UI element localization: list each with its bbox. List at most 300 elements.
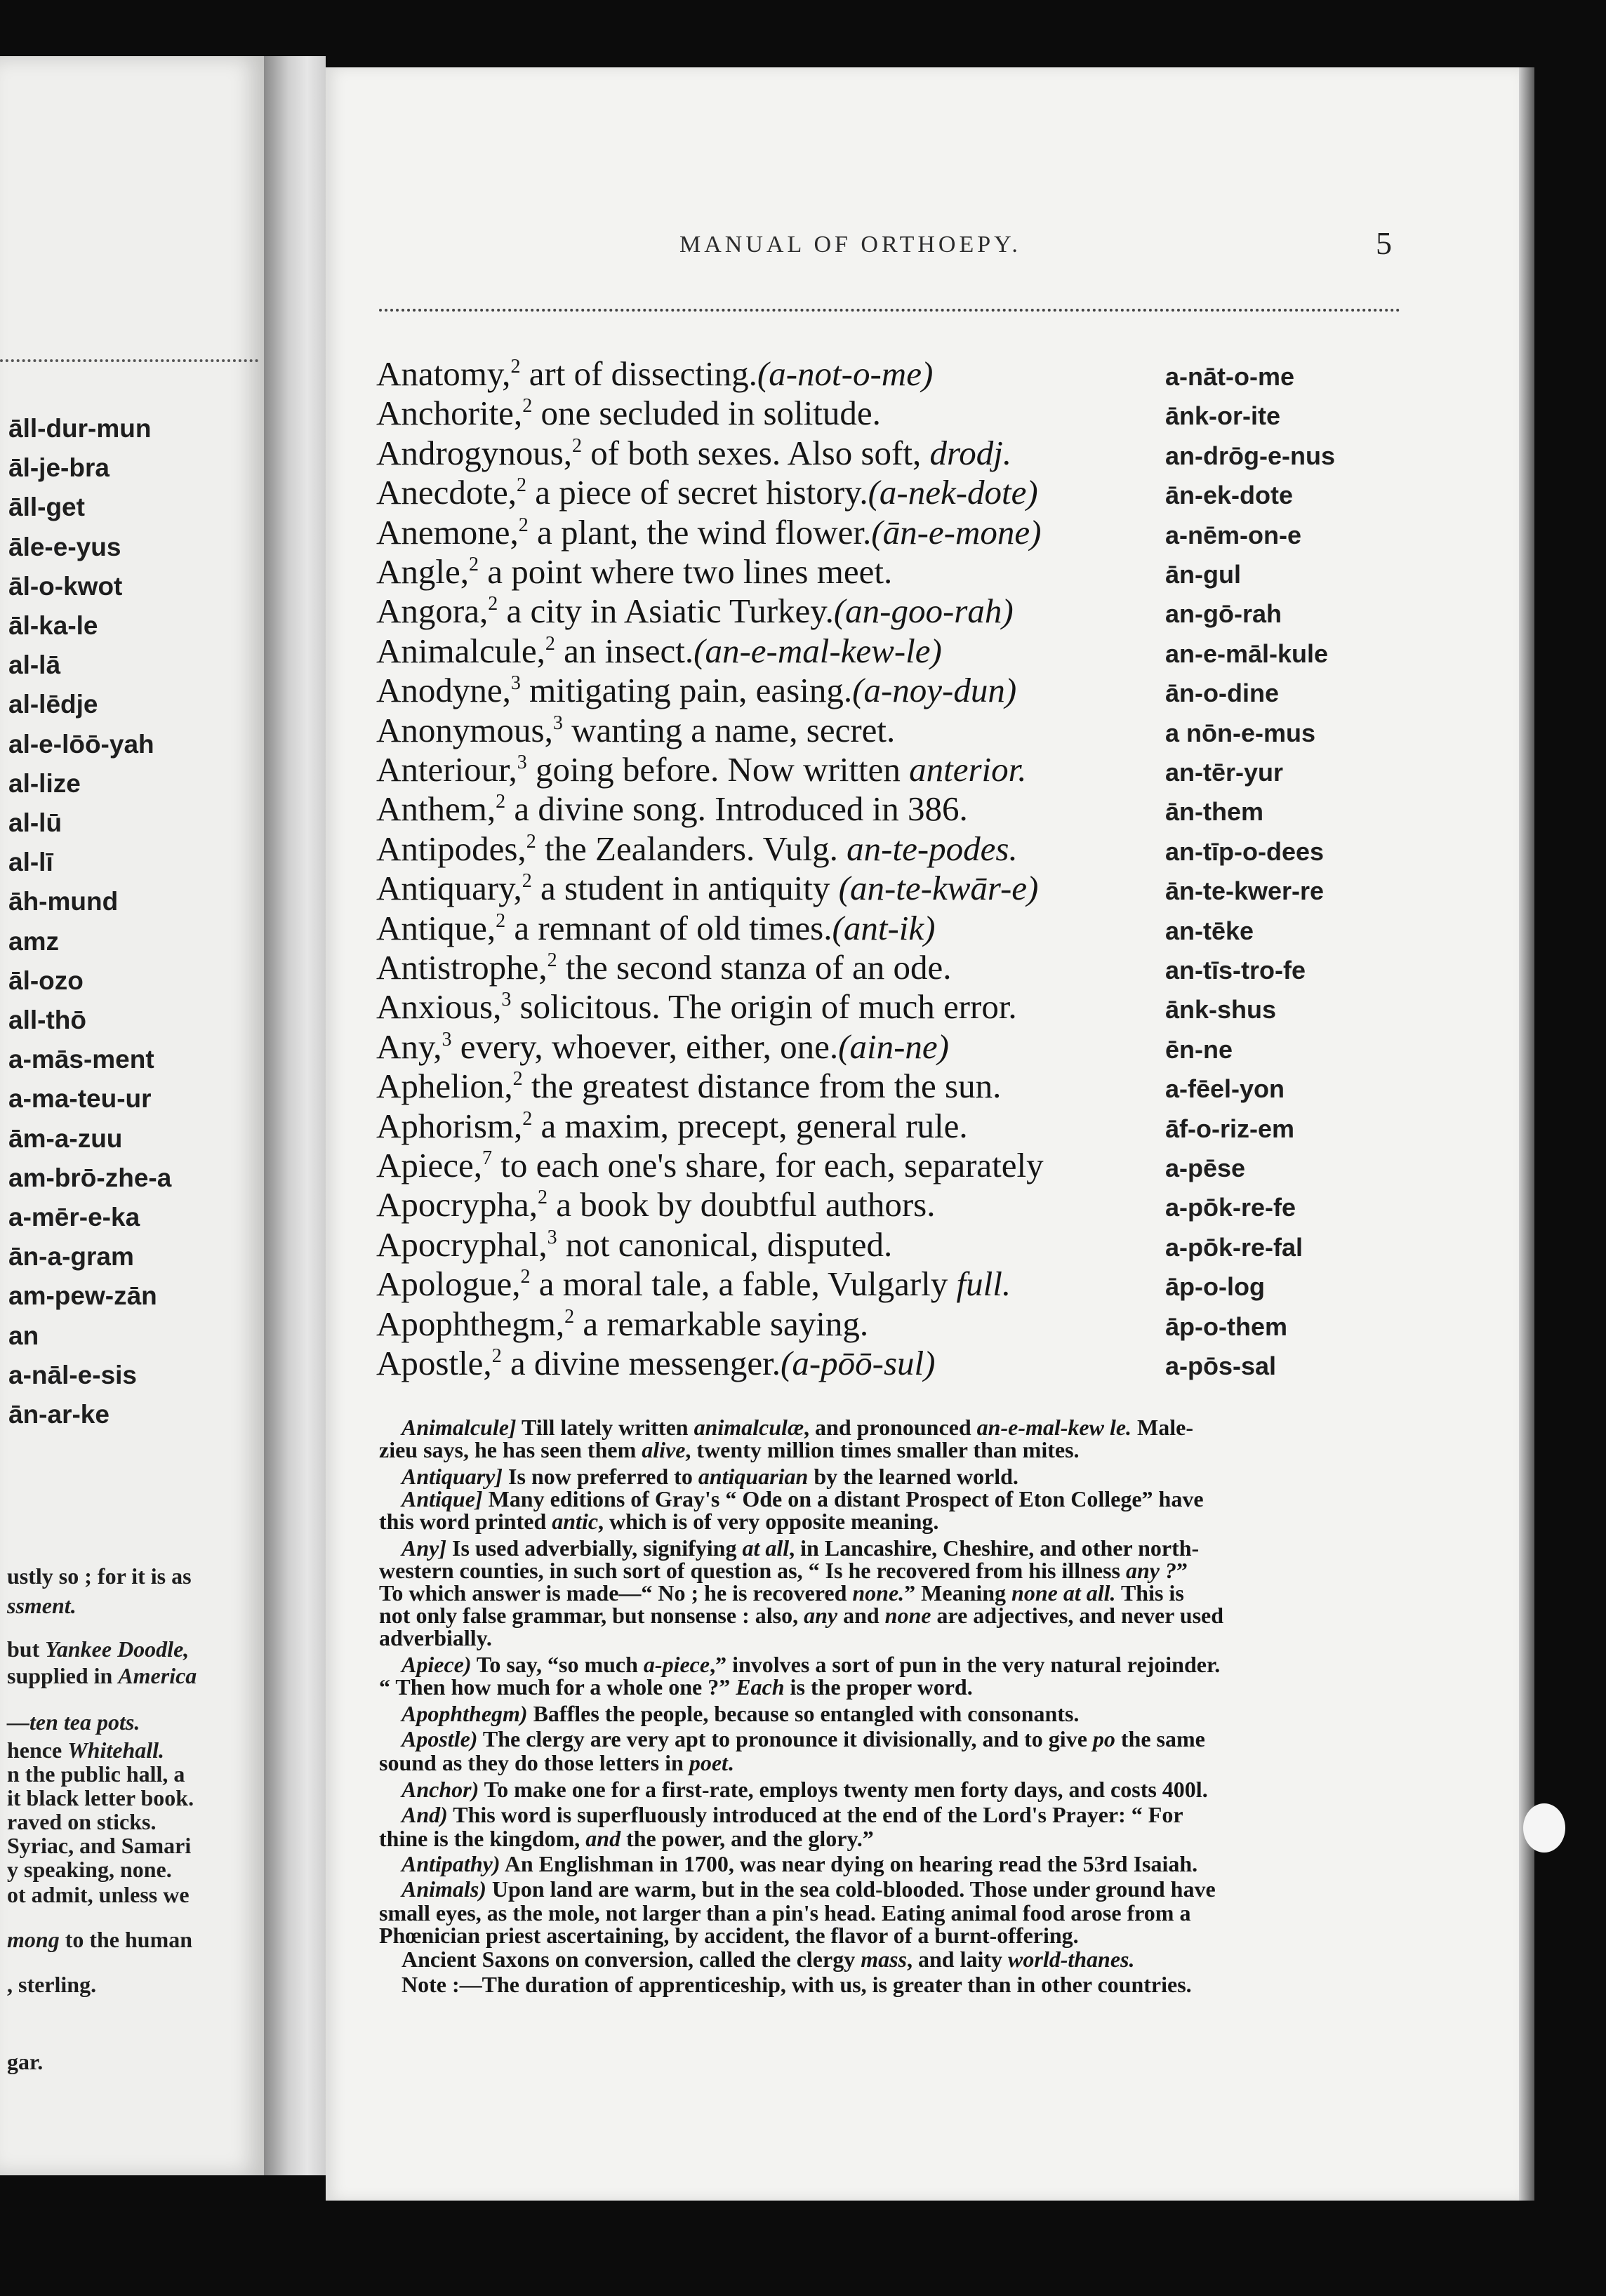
entry-row bbox=[376, 869, 1039, 908]
footnote-segment: The clergy are very apt to pronounce it divisionally, and to give bbox=[477, 1726, 1093, 1751]
entry-row bbox=[376, 356, 933, 391]
footnote-line bbox=[401, 1488, 1204, 1510]
entry-headword: Aphorism, bbox=[376, 1106, 523, 1145]
footnote-segment: by the learned world. bbox=[808, 1464, 1018, 1489]
entry-stress-mark: 2 bbox=[572, 434, 583, 457]
left-note-text: y speaking, none. bbox=[7, 1857, 172, 1882]
footnote-segment: none. bbox=[852, 1580, 905, 1606]
footnote-segment: Ancient Saxons on conversion, called the clergy bbox=[401, 1947, 861, 1972]
entry-pronunciation: an-e-māl-kule bbox=[1165, 639, 1329, 668]
footnote-segment: , in Lancashire, Cheshire, and other north- bbox=[789, 1535, 1200, 1561]
left-word: āl-je-bra bbox=[8, 453, 109, 483]
footnote-segment: Upon land are warm, but in the sea cold-blooded. Those under ground have bbox=[486, 1876, 1216, 1902]
left-note-text: —ten tea pots. bbox=[7, 1709, 140, 1735]
entry-pronunciation: an-tēke bbox=[1165, 916, 1254, 945]
left-word: ān-ar-ke bbox=[8, 1400, 109, 1429]
entry-headword: Anchorite, bbox=[376, 394, 523, 433]
left-note-line bbox=[7, 1972, 96, 1998]
entry-definition: the Zealanders. Vulg. bbox=[536, 829, 847, 868]
footnote-segment: To which answer is made—“ No ; he is recovered bbox=[379, 1580, 853, 1606]
footnote-segment: Antique] bbox=[401, 1486, 483, 1511]
entry-definition: every, whoever, either, one. bbox=[451, 1027, 839, 1066]
footnote-segment: Till lately written bbox=[516, 1415, 694, 1440]
footnote-line bbox=[401, 1878, 1216, 1900]
entry-stress-mark: 2 bbox=[517, 474, 526, 497]
entry-vulgar-pronunciation: (an-te-kwār-e) bbox=[838, 869, 1039, 908]
footnote-segment: , twenty million times smaller than mites. bbox=[685, 1437, 1080, 1462]
footnote-line bbox=[401, 1853, 1197, 1875]
footnote-segment: Apostle) bbox=[401, 1726, 478, 1751]
entry-headword: Apiece, bbox=[376, 1146, 482, 1184]
entry-pronunciation: an-tēr-yur bbox=[1165, 758, 1284, 787]
entry-row bbox=[376, 592, 1014, 631]
footnote-segment: Any] bbox=[401, 1535, 446, 1561]
footnote-segment: poet bbox=[689, 1750, 728, 1775]
entry-headword: Anthem, bbox=[376, 789, 496, 829]
entry-vulgar-pronunciation: (ain-ne) bbox=[838, 1027, 949, 1066]
entry-definition: the greatest distance from the sun. bbox=[522, 1067, 1002, 1106]
footnote-segment: Antiquary] bbox=[401, 1464, 503, 1489]
entry-vulgar-pronunciation: (a-pōō-sul) bbox=[781, 1344, 936, 1382]
footnote-segment: To make one for a first-rate, employs twenty men forty days, and costs 400l. bbox=[479, 1777, 1208, 1802]
footnote-segment: any bbox=[804, 1603, 838, 1628]
entry-row bbox=[376, 1187, 936, 1222]
entry-row bbox=[376, 473, 1038, 512]
entry-pronunciation: a-nēm-on-e bbox=[1165, 520, 1302, 549]
entry-pronunciation: a nōn-e-mus bbox=[1165, 718, 1316, 747]
entry-pronunciation: an-tīs-tro-fe bbox=[1165, 956, 1306, 985]
left-note-line bbox=[7, 1833, 191, 1859]
entry-definition: wanting a name, secret. bbox=[562, 710, 896, 749]
left-word: amz bbox=[8, 926, 59, 956]
footnote-segment: Animals) bbox=[401, 1876, 486, 1902]
footnote-segment: alive bbox=[642, 1437, 686, 1462]
entry-definition: solicitous. The origin of much error. bbox=[511, 987, 1017, 1027]
footnote-segment: an-e-mal-kew le. bbox=[976, 1415, 1132, 1440]
entry-vulgar-pronunciation: (ān-e-mone) bbox=[871, 512, 1042, 552]
left-note-tail: Yankee Doodle, bbox=[45, 1636, 190, 1662]
right-page-edge bbox=[1519, 67, 1534, 2201]
paper-damage-speck bbox=[1523, 1803, 1565, 1853]
footnote-line bbox=[401, 1948, 1135, 1970]
left-note-line bbox=[7, 1882, 190, 1908]
entry-definition: a maxim, precept, general rule. bbox=[532, 1106, 968, 1145]
entry-row bbox=[376, 1067, 1002, 1106]
entry-stress-mark: 2 bbox=[545, 632, 555, 655]
entry-row bbox=[376, 1029, 949, 1064]
entry-row bbox=[376, 908, 936, 947]
footnote-segment: Note bbox=[401, 1972, 446, 1997]
entry-stress-mark: 2 bbox=[512, 1068, 523, 1090]
entry-stress-mark: 2 bbox=[488, 593, 498, 615]
entry-definition: a moral tale, a fable, Vulgarly bbox=[530, 1264, 957, 1304]
left-note-text: raved on sticks. bbox=[7, 1809, 157, 1834]
entry-definition: a remnant of old times. bbox=[505, 908, 832, 947]
left-word: āl-ozo bbox=[8, 966, 84, 995]
footnote-segment: world-thanes. bbox=[1008, 1947, 1135, 1972]
footnote-segment: Baffles the people, because so entangled with consonants. bbox=[527, 1701, 1080, 1726]
entry-vulgar-pronunciation: (a-nek-dote) bbox=[868, 473, 1038, 512]
left-note-line bbox=[7, 2049, 43, 2075]
entry-definition: a city in Asiatic Turkey. bbox=[498, 592, 834, 631]
left-note-line bbox=[7, 1785, 194, 1811]
entry-headword: Antistrophe, bbox=[376, 948, 548, 987]
entry-definition: a student in antiquity bbox=[531, 869, 839, 908]
entry-vulgar-pronunciation: (ant-ik) bbox=[832, 908, 936, 947]
entry-headword: Androgynous, bbox=[376, 433, 573, 472]
left-word: āll-get bbox=[8, 493, 85, 522]
entry-headword: Apostle, bbox=[376, 1344, 492, 1382]
entry-headword: Apocryphal, bbox=[376, 1224, 548, 1264]
entry-row bbox=[376, 394, 881, 433]
footnote-segment: :—The duration of apprenticeship, with us, is greater than in other countries. bbox=[446, 1972, 1192, 1997]
left-note-tail: Whitehall. bbox=[67, 1737, 165, 1763]
left-note-text: it black letter book. bbox=[7, 1785, 194, 1810]
footnote-segment: Animalcule] bbox=[401, 1415, 517, 1440]
left-word: āll-dur-mun bbox=[8, 414, 152, 443]
entry-row bbox=[376, 512, 1042, 552]
entry-stress-mark: 2 bbox=[522, 870, 532, 893]
entry-pronunciation: an-drōg-e-nus bbox=[1165, 441, 1335, 470]
footnote-line bbox=[401, 1416, 1193, 1439]
left-note-text: n the public hall, a bbox=[7, 1761, 185, 1787]
entry-stress-mark: 3 bbox=[501, 989, 512, 1011]
left-word: al-lā bbox=[8, 650, 61, 680]
footnote-segment: zieu says, he has seen them bbox=[379, 1437, 642, 1462]
entry-headword: Anatomy, bbox=[376, 354, 511, 393]
entry-definition: not canonical, disputed. bbox=[557, 1224, 893, 1264]
entry-pronunciation: an-tīp-o-dees bbox=[1165, 836, 1325, 866]
footnote-segment: small eyes, as the mole, not larger than a pin's head. Eating animal food arose from a bbox=[379, 1900, 1191, 1925]
footnote-segment: mass bbox=[861, 1947, 907, 1972]
footnote-line bbox=[401, 1728, 1205, 1750]
entry-headword: Apophthegm, bbox=[376, 1304, 565, 1343]
left-note-line bbox=[7, 1663, 197, 1689]
entry-pronunciation: a-pēse bbox=[1165, 1154, 1246, 1182]
entry-pronunciation: ēn-ne bbox=[1165, 1034, 1233, 1064]
footnote-line bbox=[401, 1702, 1079, 1725]
footnote-segment: a-piece bbox=[643, 1652, 710, 1677]
left-word: a-mās-ment bbox=[8, 1045, 154, 1074]
footnote-line bbox=[379, 1627, 492, 1649]
footnote-line bbox=[401, 1778, 1208, 1801]
left-note-text: mong bbox=[7, 1927, 60, 1952]
entry-row bbox=[376, 1346, 935, 1380]
entry-row bbox=[376, 710, 896, 749]
left-word: al-lize bbox=[8, 768, 81, 798]
entry-definition: a point where two lines meet. bbox=[479, 552, 893, 591]
footnote-segment: none bbox=[884, 1603, 931, 1628]
left-word: āl-ka-le bbox=[8, 611, 98, 640]
entry-vulgar-pronunciation: (a-not-o-me) bbox=[757, 354, 934, 393]
left-word: a-ma-teu-ur bbox=[8, 1084, 152, 1114]
left-note-text: Syriac, and Samari bbox=[7, 1833, 192, 1858]
footnote-line bbox=[379, 1604, 1223, 1627]
left-note-line bbox=[7, 1761, 185, 1787]
entry-headword: Angle, bbox=[376, 552, 469, 591]
entry-stress-mark: 2 bbox=[522, 395, 533, 418]
left-word: al-lū bbox=[8, 808, 62, 837]
entry-stress-mark: 2 bbox=[537, 1187, 548, 1209]
entry-pronunciation: a-pōs-sal bbox=[1165, 1351, 1277, 1380]
left-word: al-e-lōō-yah bbox=[8, 729, 154, 759]
entry-stress-mark: 2 bbox=[510, 356, 521, 378]
footnote-segment: adverbially. bbox=[379, 1625, 492, 1650]
footnote-segment: An Englishman in 1700, was near dying on hearing read the 53rd Isaiah. bbox=[500, 1851, 1198, 1876]
entry-pronunciation: ān-te-kwer-re bbox=[1165, 876, 1325, 906]
left-word: a-nāl-e-sis bbox=[8, 1360, 138, 1389]
footnote-segment: “ Then how much for a whole one ?” bbox=[379, 1674, 736, 1700]
footnote-segment: ” Meaning bbox=[904, 1580, 1012, 1606]
entry-stress-mark: 2 bbox=[496, 791, 506, 813]
entry-stress-mark: 3 bbox=[547, 1226, 557, 1248]
footnote-segment: antiquarian bbox=[698, 1464, 809, 1489]
left-word: ān-a-gram bbox=[8, 1242, 134, 1272]
left-word: all-thō bbox=[8, 1006, 86, 1034]
entry-pronunciation: āp-o-them bbox=[1165, 1311, 1287, 1341]
left-note-text: gar. bbox=[7, 2049, 44, 2074]
entry-row bbox=[376, 433, 1012, 472]
footnote-segment: Apophthegm) bbox=[401, 1701, 528, 1726]
left-note-line bbox=[7, 1857, 172, 1883]
entry-definition: to each one's share, for each, separately bbox=[492, 1146, 1044, 1184]
entry-definition: one secluded in solitude. bbox=[532, 394, 881, 433]
footnote-line bbox=[379, 1510, 938, 1533]
entry-definition: mitigating pain, easing. bbox=[520, 671, 853, 710]
entry-vulgar-pronunciation: full. bbox=[956, 1264, 1011, 1304]
footnote-segment: not only false grammar, but nonsense : also, bbox=[379, 1603, 804, 1628]
left-note-line bbox=[7, 1809, 156, 1835]
entry-definition: going before. Now written bbox=[526, 750, 910, 789]
entry-pronunciation: ān-o-dine bbox=[1165, 679, 1279, 708]
footnote-line bbox=[401, 1653, 1220, 1676]
footnote-line bbox=[401, 1537, 1199, 1559]
left-word: āle-e-yus bbox=[8, 532, 121, 561]
entry-pronunciation: a-nāt-o-me bbox=[1165, 362, 1295, 391]
left-note-tail: America bbox=[118, 1663, 197, 1688]
entry-headword: Apologue, bbox=[376, 1264, 521, 1304]
left-note-text: ssment. bbox=[7, 1593, 77, 1618]
entry-row bbox=[376, 1224, 893, 1264]
left-note-line bbox=[7, 1593, 77, 1619]
entry-headword: Anemone, bbox=[376, 512, 519, 552]
entry-definition: an insect. bbox=[555, 631, 694, 670]
entry-vulgar-pronunciation: anterior. bbox=[909, 750, 1027, 789]
entry-pronunciation: a-pōk-re-fal bbox=[1165, 1232, 1303, 1262]
footnote-line bbox=[401, 1973, 1192, 1996]
entry-stress-mark: 3 bbox=[517, 752, 527, 773]
footnote-segment: none at all. bbox=[1011, 1580, 1116, 1606]
footnote-segment: Phœnician priest ascertaining, by accident, the flavor of a burnt-offering. bbox=[379, 1923, 1079, 1948]
entry-headword: Anonymous, bbox=[376, 710, 553, 749]
entry-definition: a divine messenger. bbox=[501, 1344, 781, 1382]
entry-headword: Animalcule, bbox=[376, 631, 545, 670]
entry-vulgar-pronunciation: (a-noy-dun) bbox=[852, 671, 1017, 710]
entry-definition: a divine song. Introduced in 386. bbox=[505, 789, 968, 829]
entry-headword: Antipodes, bbox=[376, 829, 526, 868]
entry-headword: Angora, bbox=[376, 592, 489, 631]
left-word: āh-mund bbox=[8, 887, 119, 916]
entry-headword: Any, bbox=[376, 1027, 442, 1066]
footnote-segment: And) bbox=[401, 1802, 448, 1827]
entry-pronunciation: āf-o-riz-em bbox=[1165, 1114, 1295, 1143]
running-header: MANUAL OF ORTHOEPY. bbox=[679, 232, 1021, 258]
entry-headword: Antiquary, bbox=[376, 869, 522, 908]
left-note-text: , sterling. bbox=[7, 1972, 97, 1997]
entry-pronunciation: ānk-or-ite bbox=[1165, 401, 1281, 431]
entry-headword: Aphelion, bbox=[376, 1067, 513, 1106]
footnote-segment: animalculæ bbox=[694, 1415, 804, 1440]
left-word: a-mēr-e-ka bbox=[8, 1203, 140, 1232]
footnote-segment: Is used adverbially, signifying bbox=[446, 1535, 743, 1561]
entry-row bbox=[376, 1264, 1011, 1304]
footnote-line bbox=[401, 1803, 1183, 1826]
footnote-line bbox=[379, 1751, 734, 1774]
left-note-line bbox=[7, 1927, 192, 1953]
footnote-line bbox=[379, 1439, 1080, 1461]
entry-headword: Anxious, bbox=[376, 987, 502, 1027]
footnote-segment: thine is the kingdom, bbox=[379, 1826, 586, 1851]
footnote-line bbox=[379, 1559, 1188, 1582]
footnote-segment: To say, “so much bbox=[471, 1652, 644, 1677]
entry-row bbox=[376, 554, 892, 589]
footnote-segment: is the proper word. bbox=[784, 1674, 973, 1700]
footnote-segment: and bbox=[585, 1826, 621, 1851]
footnote-line bbox=[379, 1676, 973, 1698]
footnote-segment: . bbox=[727, 1750, 734, 1775]
footnote-segment: Apiece) bbox=[401, 1652, 472, 1677]
left-word: am-pew-zān bbox=[8, 1281, 157, 1311]
footnote-segment: Is now preferred to bbox=[503, 1464, 698, 1489]
entry-stress-mark: 3 bbox=[510, 672, 521, 695]
entry-vulgar-pronunciation: (an-e-mal-kew-le) bbox=[694, 631, 942, 670]
left-page bbox=[0, 56, 264, 2175]
entry-row bbox=[376, 631, 942, 670]
entry-headword: Anodyne, bbox=[376, 671, 511, 710]
entry-stress-mark: 3 bbox=[552, 712, 563, 734]
entry-stress-mark: 2 bbox=[522, 1107, 533, 1130]
footnote-segment: ,” involves a sort of pun in the very natural rejoinder. bbox=[710, 1652, 1221, 1677]
entry-stress-mark: 2 bbox=[518, 514, 529, 536]
entry-definition: art of dissecting. bbox=[520, 354, 757, 393]
left-note-text: ot admit, unless we bbox=[7, 1882, 190, 1907]
entry-headword: Anecdote, bbox=[376, 473, 517, 512]
left-word: am-brō-zhe-a bbox=[8, 1163, 172, 1192]
footnote-segment: at all bbox=[742, 1535, 790, 1561]
entry-pronunciation: ān-them bbox=[1165, 797, 1264, 827]
entry-row bbox=[376, 987, 1017, 1027]
footnote-segment: Many editions of Gray's “ Ode on a distant Prospect of Eton College” have bbox=[482, 1486, 1204, 1511]
entry-headword: Apocrypha, bbox=[376, 1185, 538, 1224]
footnote-segment: Male- bbox=[1132, 1415, 1193, 1440]
entry-vulgar-pronunciation: (an-goo-rah) bbox=[833, 592, 1014, 631]
footnote-line bbox=[379, 1827, 874, 1850]
entry-row bbox=[376, 671, 1017, 710]
entry-vulgar-pronunciation: an-te-podes. bbox=[847, 829, 1018, 868]
footnote-line bbox=[379, 1924, 1079, 1947]
entry-pronunciation: an-gō-rah bbox=[1165, 599, 1282, 629]
entry-stress-mark: 2 bbox=[491, 1345, 502, 1367]
left-note-line bbox=[7, 1636, 189, 1662]
footnote-segment: Antipathy) bbox=[401, 1851, 500, 1876]
entry-stress-mark: 2 bbox=[496, 909, 506, 932]
entry-pronunciation: ān-gul bbox=[1165, 560, 1241, 589]
entry-stress-mark: 3 bbox=[442, 1028, 452, 1050]
entry-pronunciation: a-fēel-yon bbox=[1165, 1074, 1285, 1104]
entry-headword: Anteriour, bbox=[376, 750, 517, 789]
left-word: al-lī bbox=[8, 848, 53, 877]
left-note-text: ustly so ; for it is as bbox=[7, 1563, 192, 1589]
left-note-text: supplied in bbox=[7, 1663, 119, 1688]
footnote-segment: , and pronounced bbox=[804, 1415, 977, 1440]
left-note-text: hence bbox=[7, 1737, 68, 1763]
footnote-segment: ” bbox=[1176, 1558, 1188, 1583]
entry-pronunciation: ānk-shus bbox=[1165, 995, 1277, 1024]
entry-definition: a plant, the wind flower. bbox=[528, 512, 872, 552]
header-rule bbox=[379, 309, 1400, 312]
entry-definition: of both sexes. Also soft, bbox=[582, 433, 930, 472]
footnote-segment: po bbox=[1092, 1726, 1115, 1751]
entry-row bbox=[376, 789, 968, 829]
left-header-rule bbox=[0, 359, 258, 362]
left-note-tail: to the human bbox=[59, 1927, 193, 1952]
entry-row bbox=[376, 1304, 869, 1343]
entry-row bbox=[376, 752, 1027, 787]
footnote-segment: are adjectives, and never used bbox=[931, 1603, 1224, 1628]
entry-stress-mark: 2 bbox=[520, 1266, 531, 1288]
entry-stress-mark: 2 bbox=[564, 1305, 575, 1328]
entry-row bbox=[376, 950, 952, 985]
entry-definition: a book by doubtful authors. bbox=[547, 1185, 936, 1224]
footnote-segment: any ? bbox=[1126, 1558, 1176, 1583]
entry-definition: a remarkable saying. bbox=[574, 1304, 869, 1343]
footnote-segment: This word is superfluously introduced at the end of the Lord's Prayer: “ For bbox=[447, 1802, 1183, 1827]
left-word: ām-a-zuu bbox=[8, 1123, 123, 1153]
entry-definition: the second stanza of an ode. bbox=[557, 948, 952, 987]
left-word: āl-o-kwot bbox=[8, 571, 123, 601]
entry-pronunciation: āp-o-log bbox=[1165, 1272, 1265, 1302]
footnote-segment: the power, and the glory.” bbox=[620, 1826, 874, 1851]
book-gutter bbox=[264, 56, 326, 2175]
footnote-segment: Each bbox=[736, 1674, 785, 1700]
entry-headword: Antique, bbox=[376, 908, 496, 947]
page-number: 5 bbox=[1376, 225, 1392, 261]
footnote-segment: Anchor) bbox=[401, 1777, 479, 1802]
entry-row bbox=[376, 1106, 968, 1145]
entry-definition: a piece of secret history. bbox=[526, 473, 868, 512]
entry-vulgar-pronunciation: drodj. bbox=[929, 433, 1012, 472]
footnote-line bbox=[379, 1902, 1190, 1924]
entry-stress-mark: 2 bbox=[526, 830, 536, 853]
footnote-segment: sound as they do those letters in bbox=[379, 1750, 689, 1775]
entry-stress-mark: 2 bbox=[469, 554, 479, 575]
left-note-line bbox=[7, 1709, 140, 1735]
left-word: al-lēdje bbox=[8, 690, 98, 719]
entry-pronunciation: ān-ek-dote bbox=[1165, 481, 1294, 510]
footnote-line bbox=[401, 1465, 1018, 1488]
footnote-segment: , which is of very opposite meaning. bbox=[598, 1509, 939, 1534]
footnote-segment: this word printed bbox=[379, 1509, 552, 1534]
footnote-segment: antic bbox=[552, 1509, 599, 1534]
left-word: an bbox=[8, 1321, 39, 1350]
footnote-segment: and bbox=[837, 1603, 885, 1628]
footnote-segment: This is bbox=[1115, 1580, 1184, 1606]
entry-stress-mark: 2 bbox=[547, 949, 557, 971]
footnote-segment: western counties, in such sort of question as, “ Is he recovered from his illness bbox=[379, 1558, 1126, 1583]
footnote-segment: the same bbox=[1115, 1726, 1205, 1751]
entry-pronunciation: a-pōk-re-fe bbox=[1165, 1193, 1296, 1222]
entry-stress-mark: 7 bbox=[482, 1147, 492, 1169]
